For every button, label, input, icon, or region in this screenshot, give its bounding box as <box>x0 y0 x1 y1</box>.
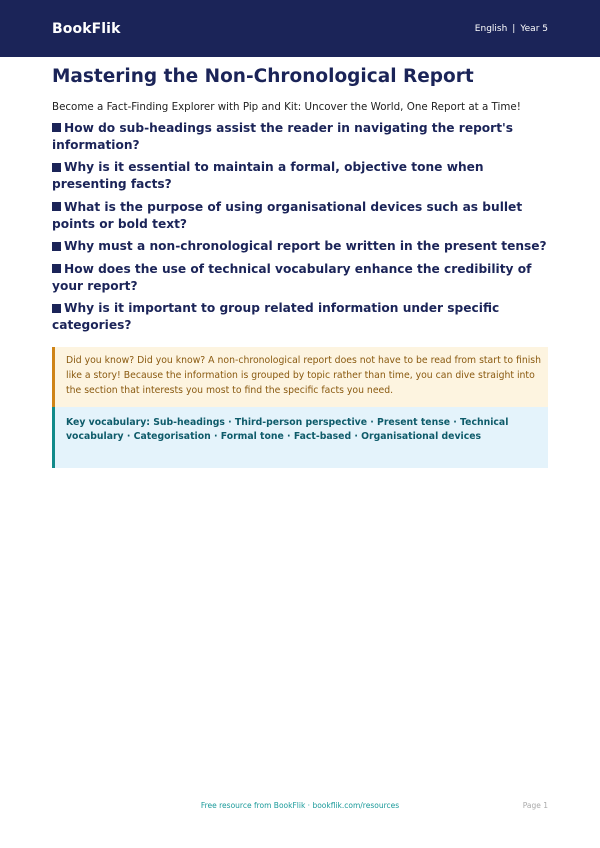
question-text: Why is it important to group related information under specific categories? <box>52 301 500 332</box>
year-label: Year 5 <box>520 23 548 34</box>
question-text: What is the purpose of using organisational devices such as bullet points or bold text? <box>52 199 523 231</box>
question-item <box>52 199 548 233</box>
question-item <box>52 261 548 295</box>
question-item <box>52 300 548 334</box>
did-you-know-box: Did you know? Did you know? A non-chronological report does not have to be read from start to finish like a story! Because the information is grouped by topic rather than time, you can dive straight into the section that interests you most to find the specific facts you need. <box>52 347 548 407</box>
page-subtitle: Become a Fact-Finding Explorer with Pip and Kit: Uncover the World, One Report at a Time! <box>52 101 521 113</box>
square-bullet-icon <box>52 123 61 132</box>
square-bullet-icon <box>52 304 61 313</box>
page-number: Page 1 <box>522 801 548 810</box>
key-vocabulary-box: Key vocabulary: Sub-headings · Third-person perspective · Present tense · Technical vocabulary · Categorisation · Formal tone · Fact-based · Organisational devices <box>52 407 548 468</box>
square-bullet-icon <box>52 202 61 211</box>
question-text: Why must a non-chronological report be written in the present tense? <box>64 239 547 253</box>
question-text: Why is it essential to maintain a formal, objective tone when presenting facts? <box>52 160 484 191</box>
question-item <box>52 238 548 255</box>
square-bullet-icon <box>52 242 61 251</box>
page-title: Mastering the Non-Chronological Report <box>52 66 474 87</box>
question-text: How does the use of technical vocabulary enhance the credibility of your report? <box>52 261 532 293</box>
question-item <box>52 159 548 193</box>
square-bullet-icon <box>52 163 61 172</box>
header-bar <box>0 0 600 57</box>
header-meta <box>475 24 548 34</box>
footer <box>52 801 548 815</box>
footer-resource-link[interactable]: Free resource from BookFlik · bookflik.com/resources <box>200 801 400 810</box>
subject-label: English <box>474 23 508 34</box>
question-list <box>52 120 548 335</box>
brand-logo[interactable]: BookFlik <box>52 20 121 37</box>
question-item <box>52 120 548 154</box>
question-text: How do sub-headings assist the reader in navigating the report's information? <box>52 120 514 152</box>
main-content <box>0 65 600 468</box>
square-bullet-icon <box>52 264 61 273</box>
header-separator: | <box>512 23 516 34</box>
